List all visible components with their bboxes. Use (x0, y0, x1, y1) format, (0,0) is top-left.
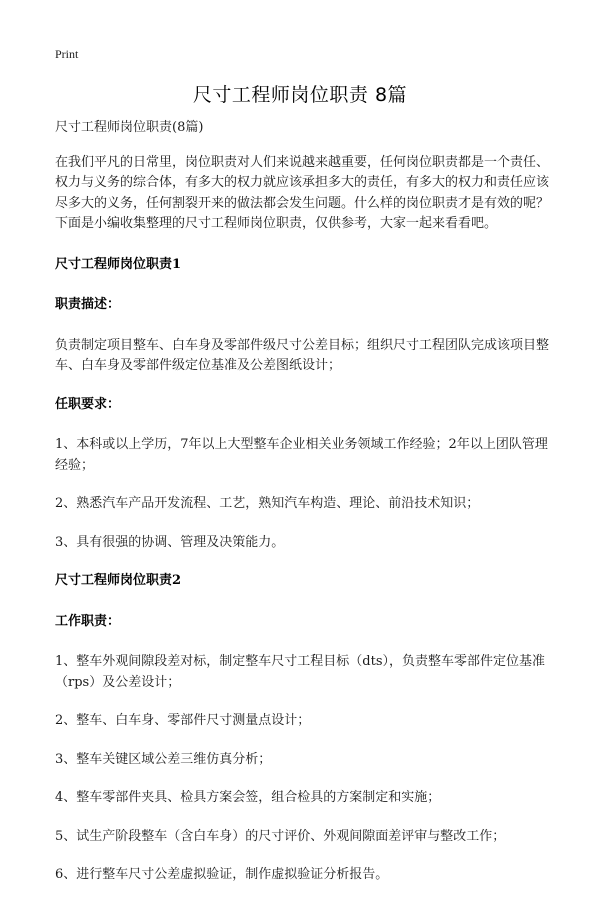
duty-item: 3、整车关键区域公差三维仿真分析； (55, 751, 272, 767)
requirements-heading: 任职要求： (55, 396, 121, 412)
duty-item: 5、试生产阶段整车（含白车身）的尺寸评价、外观间隙面差评审与整改工作； (55, 828, 506, 844)
page-title: 尺寸工程师岗位职责 8篇 (192, 84, 408, 106)
duties-heading: 工作职责： (55, 613, 121, 629)
print-link[interactable]: Print (55, 47, 79, 61)
section-heading-1: 尺寸工程师岗位职责1 (55, 256, 182, 272)
article-intro: 在我们平凡的日常里，岗位职责对人们来说越来越重要，任何岗位职责都是一个责任、权力与义务的综合体，有多大的权力就应该承担多大的责任，有多大的权力和责任应该尽多大的义务，任何割裂开来的做法都会发生问题。什么样的岗位职责才是有效的呢？下面是小编收集整理的尺寸工程师岗位职责，仅供参考，大家一起来看看吧。 (55, 154, 550, 231)
duty-item: 2、整车、白车身、零部件尺寸测量点设计； (55, 713, 311, 728)
requirement-item: 3、具有很强的协调、管理及决策能力。 (55, 534, 285, 550)
duty-item: 4、整车零部件夹具、检具方案会签，组合检具的方案制定和实施； (55, 790, 441, 805)
article-body (55, 118, 555, 904)
job-description-heading: 职责描述： (55, 297, 121, 312)
duty-item: 6、进行整车尺寸公差虚拟验证，制作虚拟验证分析报告。 (55, 867, 389, 882)
job-description-text: 负责制定项目整车、白车身及零部件级尺寸公差目标；组织尺寸工程团队完成该项目整车、白车身及零部件级定位基准及公差图纸设计； (55, 337, 550, 373)
requirement-item: 2、熟悉汽车产品开发流程、工艺，熟知汽车构造、理论、前沿技术知识； (55, 496, 480, 511)
section-heading-2: 尺寸工程师岗位职责2 (55, 573, 182, 588)
requirement-item: 1、本科或以上学历，7年以上大型整车企业相关业务领域工作经验；2年以上团队管理经验； (55, 437, 548, 473)
duty-item: 1、整车外观间隙段差对标，制定整车尺寸工程目标（dts），负责整车零部件定位基准（rps）及公差设计； (55, 654, 545, 690)
article-subtitle: 尺寸工程师岗位职责(8篇) (55, 120, 204, 135)
